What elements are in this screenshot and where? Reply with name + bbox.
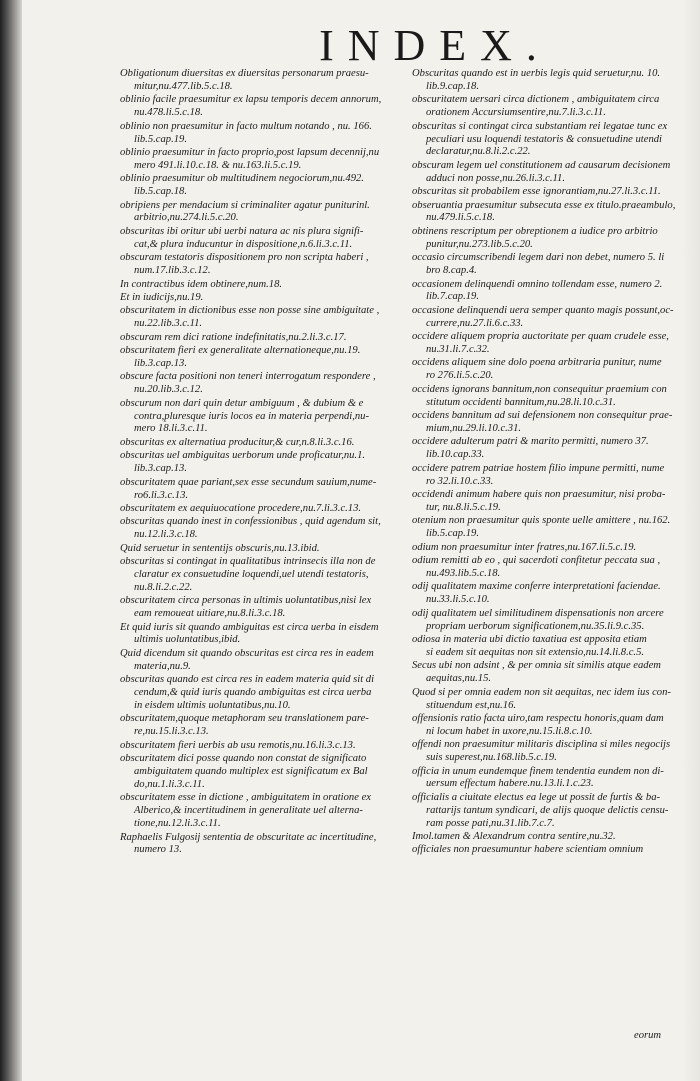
index-entry-line: obscuritas uel ambiguitas uerborum unde proficatur,nu.1.: [120, 450, 366, 462]
index-entry-line: obscuritatem esse in dictione , ambiguitatem in oratione ex: [120, 792, 371, 804]
index-entry-line: ram posse pati,nu.31.lib.7.c.7.: [426, 817, 555, 829]
index-entry: [120, 740, 412, 753]
index-entry-line: nu.12.li.3.c.18.: [134, 529, 198, 541]
catchword: eorum: [634, 1030, 662, 1041]
index-entry-line: oblinio praesumitur in facto proprio,post lapsum decennij,nu: [120, 146, 380, 158]
index-entry-line: in eisdem ultimis uoluntatibus,nu.10.: [134, 700, 291, 711]
index-entry-line: obscuram testatoris dispositionem pro non scripta haberi ,: [120, 252, 369, 264]
index-entry-line: officia in unum eundemque finem tendentia eundem non di-: [412, 765, 664, 777]
index-entry-line: materia,nu.9.: [134, 660, 191, 672]
index-entry-line: Secus ubi non adsint , & per omnia sit similis atque eadem: [412, 660, 661, 672]
index-entry: [412, 186, 684, 199]
index-entry-line: odiosa in materia ubi dictio taxatiua est apposita etiam: [412, 633, 647, 645]
index-entry-line: numero 13.: [134, 844, 182, 856]
index-entry-line: ambiguitatem quando multiplex est significatum ex Bal: [134, 766, 368, 778]
index-entry-line: ni locum habet in uxore,nu.15.li.8.c.10.: [426, 725, 593, 737]
index-entry-line: obscuritas quando inest in confessionibus , quid agendum sit,: [120, 516, 381, 528]
index-entry-line: declaratur,nu.8.li.2.c.22.: [426, 146, 531, 158]
index-entry-line: uersum effectum habere.nu.13.li.1.c.23.: [426, 778, 594, 790]
index-entry-line: offensionis ratio facta uiro,tam respectu honoris,quam dam: [412, 712, 664, 724]
index-entry: [120, 556, 412, 595]
index-entry-line: otenium non praesumitur quis sponte uelle amittere , nu.162.: [412, 515, 671, 527]
index-entry-line: Et in iudicijs,nu.19.: [120, 291, 204, 303]
index-entry: [120, 292, 412, 305]
index-entry-line: oblinio praesumitur ob multitudinem negociorum,nu.492.: [120, 173, 364, 185]
index-entry-line: Et quid iuris sit quando ambiguitas est circa uerba in eisdem: [120, 621, 379, 633]
index-entry: [412, 844, 684, 857]
index-entry: [412, 160, 684, 186]
index-entry-line: nu.479.li.5.c.18.: [426, 212, 495, 224]
index-entry-line: odij qualitatem maxime conferre interpretationi faciendae.: [412, 581, 661, 593]
index-entry: [412, 634, 684, 660]
index-entry-line: occidendi animum habere quis non praesumitur, nisi proba-: [412, 489, 666, 500]
index-entry: [412, 766, 684, 792]
index-entry: [412, 357, 684, 383]
index-entry-line: peculiari usu loquendi testatoris & consuetudine utendi: [426, 133, 662, 145]
index-entry-line: In contractibus idem obtinere,num.18.: [120, 278, 283, 290]
index-entry-line: lib.7.cap.19.: [426, 291, 479, 303]
index-entry-line: punitur,nu.273.lib.5.c.20.: [426, 238, 533, 250]
index-entry: [120, 332, 412, 345]
index-entry: [120, 595, 412, 621]
index-entry-line: lib.3.cap.13.: [134, 463, 187, 475]
index-entry-line: ultimis uoluntatibus,ibid.: [134, 634, 241, 646]
index-entry-line: mium,nu.29.li.10.c.31.: [426, 422, 522, 434]
index-entry: [412, 542, 684, 555]
index-entry-line: contra,pluresque iuris locos ea in materia perpendi,nu-: [134, 410, 369, 422]
index-entry-line: currere,nu.27.li.6.c.33.: [426, 317, 524, 329]
index-entry-line: occidere aliquem propria auctoritate per quam crudele esse,: [412, 331, 669, 343]
index-entry-line: Obligationum diuersitas ex diuersitas personarum praesu-: [120, 68, 369, 79]
index-entry-line: nu.493.lib.5.c.18.: [426, 567, 501, 579]
index-entry: [412, 331, 684, 357]
index-entry-line: mero 18.li.3.c.11.: [134, 423, 208, 435]
index-entry: [120, 398, 412, 437]
index-entry: [412, 279, 684, 305]
index-entry-line: obscuritatem uersari circa dictionem , ambiguitatem circa: [412, 94, 660, 106]
index-entry: [412, 252, 684, 278]
index-entry: [120, 477, 412, 503]
index-entry-line: obscuram rem dici ratione indefinitatis,nu.2.li.3.c.17.: [120, 331, 347, 343]
index-entry-line: cendum,& quid iuris quando ambiguitas est circa uerba: [134, 687, 372, 699]
index-entry-line: lib.5.cap.19.: [426, 528, 479, 540]
index-entry: [120, 450, 412, 476]
index-entry: [412, 660, 684, 686]
index-entry-line: nu.20.lib.3.c.12.: [134, 384, 203, 396]
index-entry: [412, 489, 684, 515]
index-entry-line: occidens bannitum ad sui defensionem non consequitur prae-: [412, 410, 673, 422]
index-entry: [120, 792, 412, 831]
index-entry-line: mitur,nu.477.lib.5.c.18.: [134, 80, 233, 92]
index-entry-line: nu.8.li.2.c.22.: [134, 581, 193, 593]
index-entry-line: nu.33.li.5.c.10.: [426, 594, 490, 606]
index-entry-line: ro 276.li.5.c.20.: [426, 370, 494, 382]
index-entry: [120, 68, 412, 94]
index-entry-line: obscuritas si contingat circa substantiam rei legatae tunc ex: [412, 120, 668, 132]
index-entry-line: obtinens rescriptum per obreptionem a iudice pro arbitrio: [412, 225, 658, 237]
index-entry: [412, 200, 684, 226]
index-entry: [412, 713, 684, 739]
index-entry-line: lib.5.cap.19.: [134, 133, 187, 145]
index-entry: [412, 608, 684, 634]
index-entry-line: obscuritas sit probabilem esse ignorantiam,nu.27.li.3.c.11.: [412, 186, 661, 198]
index-entry-line: obscuritatem dici posse quando non constat de significato: [120, 753, 367, 765]
index-entry-line: lib.3.cap.13.: [134, 357, 187, 369]
index-entry-line: rattarijs tantum syndicari, de alijs quoque delictis censu-: [426, 804, 669, 816]
index-entry-line: obscuritas ibi oritur ubi uerbi natura ac nis plura signifi-: [120, 225, 364, 237]
index-entry-line: occidere adulterum patri & marito permitti, numero 37.: [412, 436, 649, 448]
index-entry: [412, 226, 684, 252]
index-entry: [120, 173, 412, 199]
index-entry-line: officialis a ciuitate electus ea lege ut possit de furtis & ba-: [412, 791, 661, 803]
index-entry-line: Quod si per omnia eadem non sit aequitas, nec idem ius con-: [412, 686, 671, 698]
index-entry-line: occidens ignorans bannitum,non consequitur praemium con: [412, 383, 667, 395]
index-entry-line: Raphaelis Fulgosij sententia de obscuritate ac incertitudine,: [120, 831, 377, 843]
index-entry-line: obscure facta positioni non teneri interrogatum respondere ,: [120, 371, 376, 383]
index-entry: [120, 516, 412, 542]
index-entry-line: oblinio facile praesumitur ex lapsu temporis decem annorum,: [120, 94, 382, 106]
index-entry: [120, 226, 412, 252]
index-entry-line: obseruantia praesumitur subsecuta esse ex titulo.praeambulo,: [412, 199, 676, 211]
index-entry: [120, 648, 412, 674]
index-entry: [120, 200, 412, 226]
index-entry: [120, 121, 412, 147]
index-entry: [120, 371, 412, 397]
index-entry-line: lib.10.cap.33.: [426, 449, 485, 461]
index-entry: [412, 463, 684, 489]
index-entry: [120, 503, 412, 516]
index-entry: [412, 515, 684, 541]
index-entry: [412, 384, 684, 410]
index-entry-line: eam remoueat uitiare,nu.8.li.3.c.18.: [134, 608, 286, 620]
index-entry-line: ro6.li.3.c.13.: [134, 489, 189, 501]
index-entry: [412, 121, 684, 160]
index-entry-line: propriam uerborum significationem,nu.35.li.9.c.35.: [426, 620, 645, 632]
index-entry-line: re,nu.15.li.3.c.13.: [134, 726, 209, 738]
index-column-left: [120, 68, 412, 858]
page-title: INDEX.: [319, 21, 551, 70]
index-entry: [120, 305, 412, 331]
index-entry-line: si eadem sit aequitas non sit extensio,nu.14.li.8.c.5.: [426, 646, 645, 658]
index-entry: [120, 713, 412, 739]
index-entry: [120, 252, 412, 278]
index-entry-line: do,nu.1.li.3.c.11.: [134, 778, 205, 790]
index-entry: [120, 832, 412, 858]
index-entry-line: mero 491.li.10.c.18. & nu.163.li.5.c.19.: [134, 159, 302, 171]
index-entry-line: obscuritatem fieri ex generalitate alternationeque,nu.19.: [120, 345, 361, 357]
index-entry-line: nu.478.li.5.c.18.: [134, 107, 203, 119]
index-entry: [412, 94, 684, 120]
index-entry-line: occidens aliquem sine dolo poena arbitraria punitur, nume: [412, 357, 662, 369]
index-entry-line: oblinio non praesumitur in facto multum notando , nu. 166.: [120, 120, 372, 132]
index-entry-line: ro 32.li.10.c.33.: [426, 475, 494, 487]
index-entry-line: nu.31.li.7.c.32.: [426, 344, 490, 356]
index-entry: [120, 674, 412, 713]
index-entry-line: odij qualitatem uel similitudinem dispensationis non arcere: [412, 607, 664, 619]
index-entry-line: obscuritatem ex aequiuocatione procedere,nu.7.li.3.c.13.: [120, 502, 362, 514]
index-entry-line: obscuritatem in dictionibus esse non posse sine ambiguitate ,: [120, 305, 380, 317]
index-entry: [120, 437, 412, 450]
index-entry-line: obscuritas ex alternatiua producitur,& cur,n.8.li.3.c.16.: [120, 436, 355, 448]
index-entry: [412, 68, 684, 94]
index-entry: [120, 345, 412, 371]
index-entry-line: stituendum est,nu.16.: [426, 699, 517, 711]
index-entry: [412, 792, 684, 831]
index-entry: [412, 581, 684, 607]
index-entry-line: lib.5.cap.18.: [134, 186, 187, 198]
index-entry: [120, 622, 412, 648]
page-edge: [682, 0, 700, 1081]
index-entry-line: adduci non posse,nu.26.li.3.c.11.: [426, 172, 565, 184]
index-entry-line: bro 8.cap.4.: [426, 265, 477, 277]
index-entry: [412, 555, 684, 581]
index-entry-line: obscurum non dari quin detur ambiguum , & dubium & e: [120, 397, 364, 409]
index-entry-line: offendi non praesumitur militaris disciplina si miles negocijs: [412, 739, 671, 751]
index-entry-line: cat,& plura inducuntur in dispositione,n.6.li.3.c.11.: [134, 238, 353, 250]
index-entry: [412, 305, 684, 331]
index-entry-line: obscuritas si contingat in qualitatibus intrinsecis illa non de: [120, 556, 376, 568]
index-entry: [120, 279, 412, 292]
index-entry-line: lib.9.cap.18.: [426, 80, 479, 92]
binding-shadow: [0, 0, 22, 1081]
index-entry-line: occasio circumscribendi legem dari non debet, numero 5. li: [412, 252, 665, 264]
index-entry-line: obscuritas quando est circa res in eadem materia quid sit di: [120, 674, 375, 686]
index-entry-line: Quid dicendum sit quando obscuritas est circa res in eadem: [120, 647, 374, 659]
index-entry: [412, 410, 684, 436]
index-entry-line: obscuritatem fieri uerbis ab usu remotis,nu.16.li.3.c.13.: [120, 739, 356, 751]
index-entry-line: odium non praesumitur inter fratres,nu.167.li.5.c.19.: [412, 541, 637, 553]
index-entry-line: orationem Accursiumsentire,nu.7.li.3.c.11.: [426, 107, 606, 119]
index-entry-line: Alberico,& incertitudinem in generalitate uel alterna-: [134, 805, 363, 817]
index-entry-line: nu.22.lib.3.c.11.: [134, 318, 203, 330]
index-entry-line: obscuritatem quae pariant,sex esse secundum sauium,nume-: [120, 476, 377, 488]
index-column-right: [412, 68, 684, 858]
index-entry-line: tione,nu.12.li.3.c.11.: [134, 818, 221, 830]
index-entry-line: Imol.tamen & Alexandrum contra sentire,nu.32.: [412, 831, 616, 843]
index-entry-line: odium remitti ab eo , qui sacerdoti confitetur peccata sua ,: [412, 555, 661, 567]
index-entry-line: occasione delinquendi uera semper quanto magis possunt,oc-: [412, 304, 674, 316]
index-entry: [120, 753, 412, 792]
index-entry-line: stitutum occidenti bannitum,nu.28.li.10.c.31.: [426, 396, 616, 408]
index-entry-line: claratur ex consuetudine loquendi,uel utendi testatoris,: [134, 568, 369, 580]
index-entry-line: Obscuritas quando est in uerbis legis quid seruetur,nu. 10.: [412, 68, 661, 79]
index-entry-line: suis superest,nu.168.lib.5.c.19.: [426, 752, 557, 764]
index-entry-line: obscuritatem circa personas in ultimis uoluntatibus,nisi lex: [120, 595, 372, 607]
index-entry-line: occidere patrem patriae hostem filio impune permitti, nume: [412, 462, 665, 474]
index-entry-line: obscuram legem uel constitutionem ad causarum decisionem: [412, 159, 671, 171]
index-entry-line: officiales non praesumuntur habere scientiam omnium: [412, 844, 644, 856]
index-entry: [412, 739, 684, 765]
index-entry-line: obscuritatem,quoque metaphoram seu translationem pare-: [120, 713, 369, 725]
index-entry-line: num.17.lib.3.c.12.: [134, 265, 211, 277]
index-entry: [120, 94, 412, 120]
index-entry-line: tur, nu.8.li.5.c.19.: [426, 501, 501, 513]
index-entry: [412, 831, 684, 844]
index-entry: [412, 687, 684, 713]
index-entry: [412, 436, 684, 462]
index-entry: [120, 147, 412, 173]
index-entry-line: Quid seruetur in sententijs obscuris,nu.13.ibid.: [120, 542, 320, 554]
index-entry-line: arbitrio,nu.274.li.5.c.20.: [134, 212, 239, 224]
index-entry-line: aequitas,nu.15.: [426, 673, 492, 685]
index-entry: [120, 543, 412, 556]
index-entry-line: occasionem delinquendi omnino tollendam esse, numero 2.: [412, 278, 663, 290]
index-entry-line: obripiens per mendacium si criminaliter agatur puniturinl.: [120, 199, 370, 211]
